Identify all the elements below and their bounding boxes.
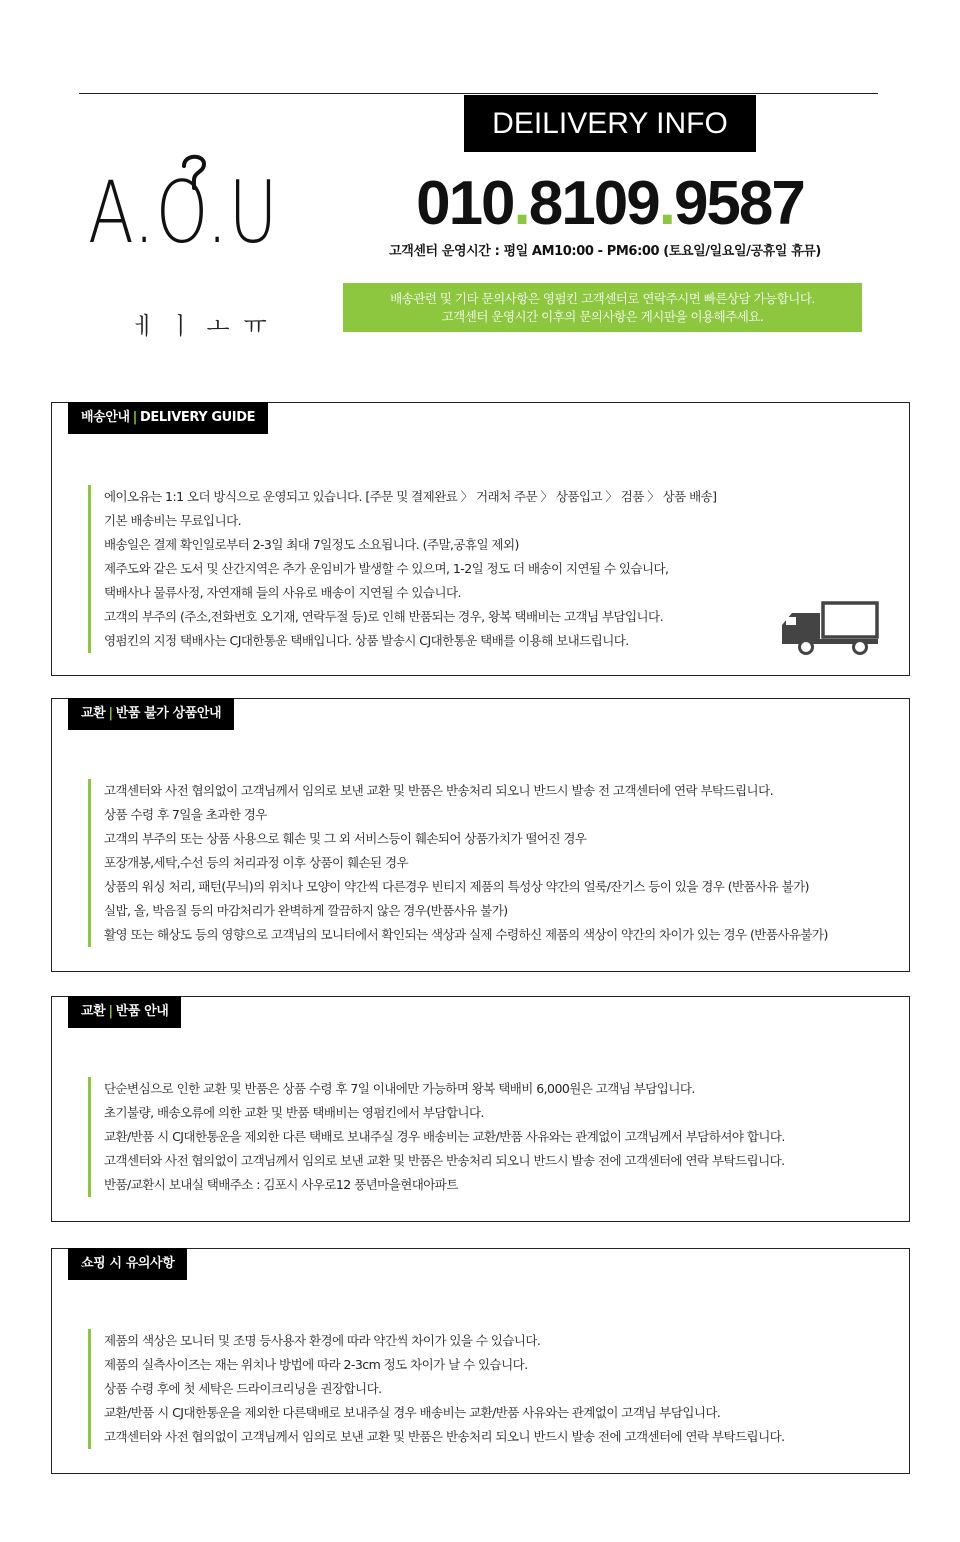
- list-item: 영펌킨의 지정 택배사는 CJ대한통운 택배입니다. 상품 발송시 CJ대한통운 택배를 이용해 보내드립니다.: [104, 633, 629, 648]
- title-separator: |: [108, 1004, 113, 1019]
- contact-notice: [343, 283, 862, 332]
- section-list: [88, 1329, 785, 1449]
- truck-icon: [780, 601, 880, 655]
- list-item: 포장개봉,세탁,수선 등의 처리과정 이후 상품이 훼손된 경우: [104, 855, 408, 870]
- list-item: 제주도와 같은 도서 및 산간지역은 추가 운임비가 발생할 수 있으며, 1-2일 정도 더 배송이 지연될 수 있습니다,: [104, 561, 669, 576]
- list-item: 배송일은 결제 확인일로부터 2-3일 최대 7일정도 소요됩니다. (주말,공휴일 제외): [104, 537, 519, 552]
- section-title-sub: DELIVERY GUIDE: [140, 410, 256, 425]
- notice-line: 고객센터 운영시간 이후의 문의사항은 게시판을 이용해주세요.: [441, 309, 764, 324]
- section-title-main: 배송안내: [81, 410, 130, 425]
- non-returnable-section: [51, 698, 910, 972]
- section-list: [88, 485, 717, 653]
- section-title: [68, 698, 234, 730]
- list-item: 고객의 부주의 또는 상품 사용으로 훼손 및 그 외 서비스등이 훼손되어 상품가치가 떨어진 경우: [104, 831, 587, 846]
- title-separator: |: [108, 706, 113, 721]
- list-item: 제품의 실측사이즈는 재는 위치나 방법에 따라 2-3cm 정도 차이가 날 수 있습니다.: [104, 1357, 528, 1372]
- phone-part-1: 010: [416, 169, 514, 238]
- list-item: 제품의 색상은 모니터 및 조명 등사용자 환경에 따라 약간씩 차이가 있을 수 있습니다.: [104, 1333, 541, 1348]
- section-title: [68, 402, 268, 434]
- list-item: 고객센터와 사전 협의없이 고객님께서 임의로 보낸 교환 및 반품은 반송처리 되오니 반드시 발송 전 고객센터에 연락 부탁드립니다.: [104, 783, 774, 798]
- top-divider: [79, 93, 878, 94]
- delivery-info-title: DEILIVERY INFO: [464, 95, 756, 152]
- section-title-main: 교환: [81, 1004, 106, 1019]
- shopping-notes-section: [51, 1248, 910, 1474]
- list-item: 단순변심으로 인한 교환 및 반품은 상품 수령 후 7일 이내에만 가능하며 왕복 택배비 6,000원은 고객님 부담입니다.: [104, 1081, 695, 1096]
- exchange-return-section: [51, 996, 910, 1222]
- section-title-sub: 반품 불가 상품안내: [115, 706, 222, 721]
- section-title-sub: 반품 안내: [115, 1004, 169, 1019]
- list-item: 상품 수령 후 7일을 초과한 경우: [104, 807, 267, 822]
- list-item: 초기불량, 배송오류에 의한 교환 및 반품 택배비는 영펌킨에서 부담합니다.: [104, 1105, 484, 1120]
- section-title-main: 교환: [81, 706, 106, 721]
- list-item: 상품 수령 후에 첫 세탁은 드라이크리닝을 권장합니다.: [104, 1381, 382, 1396]
- list-item: 활영 또는 해상도 등의 영향으로 고객님의 모니터에서 확인되는 색상과 실제 수령하신 제품의 색상이 약간의 차이가 있는 경우 (반품사유불가): [104, 927, 828, 942]
- list-item: 실밥, 올, 박음질 등의 마감처리가 완벽하게 깔끔하지 않은 경우(반품사유 불가): [104, 903, 508, 918]
- list-item: 고객센터와 사전 협의없이 고객님께서 임의로 보낸 교환 및 반품은 반송처리 되오니 반드시 발송 전에 고객센터에 연락 부탁드립니다.: [104, 1153, 785, 1168]
- section-list: [88, 1077, 785, 1197]
- section-title: [68, 1248, 187, 1280]
- list-item: 상품의 워싱 처리, 패턴(무늬)의 위치나 모양이 약간씩 다른경우 빈티지 제품의 특성상 약간의 얼룩/잔기스 등이 있을 경우 (반품사유 불가): [104, 879, 809, 894]
- list-item: 교환/반품 시 CJ대한통운을 제외한 다른 택배로 보내주실 경우 배송비는 교환/반품 사유와는 관계없이 고객님께서 부담하셔야 합니다.: [104, 1129, 785, 1144]
- brand-logo: [88, 150, 298, 340]
- phone-dot: .: [658, 169, 674, 238]
- section-title: [68, 996, 181, 1028]
- list-item: 고객센터와 사전 협의없이 고객님께서 임의로 보낸 교환 및 반품은 반송처리 되오니 반드시 발송 전에 고객센터에 연락 부탁드립니다.: [104, 1429, 785, 1444]
- list-item: 기본 배송비는 무료입니다.: [104, 513, 242, 528]
- list-item: 반품/교환시 보내실 택배주소 : 김포시 사우로12 풍년마을현대아파트: [104, 1177, 458, 1192]
- notice-line: 배송관련 및 기타 문의사항은 영펌킨 고객센터로 연락주시면 빠른상담 가능합니다.: [390, 291, 815, 306]
- section-title-main: 쇼핑 시 유의사항: [81, 1256, 175, 1271]
- list-item: 택배사나 물류사정, 자연재해 들의 사유로 배송이 지연될 수 있습니다.: [104, 585, 461, 600]
- operating-hours: 고객센터 운영시간 : 평일 AM10:00 - PM6:00 (토요일/일요일/공휴일 휴뮤): [389, 244, 821, 259]
- delivery-guide-section: [51, 402, 910, 676]
- section-list: [88, 779, 828, 947]
- list-item: 교환/반품 시 CJ대한통운을 제외한 다른택배로 보내주실 경우 배송비는 교환/반품 사유와는 관계없이 고객님 부담입니다.: [104, 1405, 721, 1420]
- phone-part-2: 8109: [528, 169, 659, 238]
- logo-wordmark: A.O.U: [88, 163, 279, 263]
- logo-subtitle: ㅔㅣㅗㅠ: [132, 312, 281, 340]
- phone-dot: .: [513, 169, 529, 238]
- phone-part-3: 9587: [673, 169, 804, 238]
- list-item: 고객의 부주의 (주소,전화번호 오기재, 연락두절 등)로 인해 반품되는 경우, 왕복 택배비는 고객님 부담입니다.: [104, 609, 664, 624]
- phone-number[interactable]: [400, 168, 820, 240]
- list-item: 에이오유는 1:1 오더 방식으로 운영되고 있습니다. [주문 및 결제완료 〉 거래처 주문 〉 상품입고 〉 검품 〉 상품 배송]: [104, 489, 717, 504]
- title-separator: |: [132, 410, 137, 425]
